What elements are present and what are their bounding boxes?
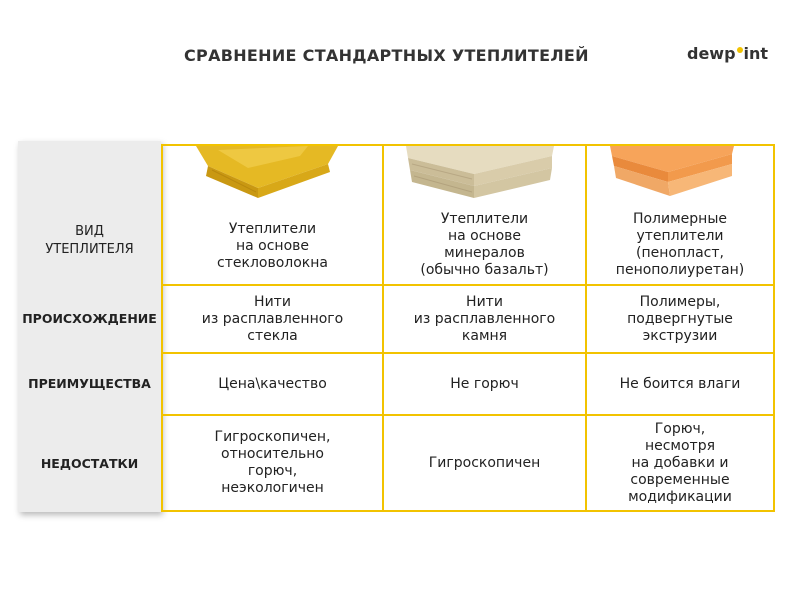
cell-type-mineral: Утеплители на основе минералов (обычно базальт) <box>420 211 549 278</box>
cell-type-fiberglass: Утеплители на основе стекловолокна <box>217 220 328 271</box>
grid-line <box>161 510 775 512</box>
page-title: СРАВНЕНИЕ СТАНДАРТНЫХ УТЕПЛИТЕЛЕЙ <box>184 46 589 65</box>
row-label-type: ВИД УТЕПЛИТЕЛЯ <box>45 224 134 257</box>
cell-origin-fiberglass: Нити из расплавленного стекла <box>201 293 344 344</box>
mineral-wool-insulation-image <box>404 146 556 204</box>
row-label-advantages: ПРЕИМУЩЕСТВА <box>28 376 151 391</box>
cell-advantages-fiberglass: Цена\качество <box>218 375 327 392</box>
row-labels-column <box>18 141 161 512</box>
cell-origin-polymer: Полимеры, подвергнутые экструзии <box>627 293 733 344</box>
logo-text-end: int <box>743 44 769 63</box>
polymer-foam-insulation-image <box>606 146 736 206</box>
cell-disadvantages-mineral: Гигроскопичен <box>428 454 541 471</box>
cell-origin-mineral: Нити из расплавленного камня <box>413 293 556 344</box>
row-label-disadvantages: НЕДОСТАТКИ <box>40 456 139 471</box>
grid-line <box>773 144 775 512</box>
cell-advantages-mineral: Не горюч <box>450 375 519 392</box>
row-label-origin: ПРОИСХОЖДЕНИЕ <box>22 311 157 326</box>
logo-text-start: dewp <box>687 44 736 63</box>
cell-type-polymer: Полимерные утеплители (пенопласт, пенополиуретан) <box>615 211 745 278</box>
cell-disadvantages-polymer: Горюч, несмотря на добавки и современные модификации <box>628 420 732 505</box>
cell-disadvantages-fiberglass: Гигроскопичен, относительно горюч, неэкологичен <box>214 429 331 496</box>
logo <box>687 44 768 63</box>
fiberglass-insulation-image <box>188 146 348 208</box>
logo-dot-icon <box>737 47 743 53</box>
cell-advantages-polymer: Не боится влаги <box>619 375 741 392</box>
